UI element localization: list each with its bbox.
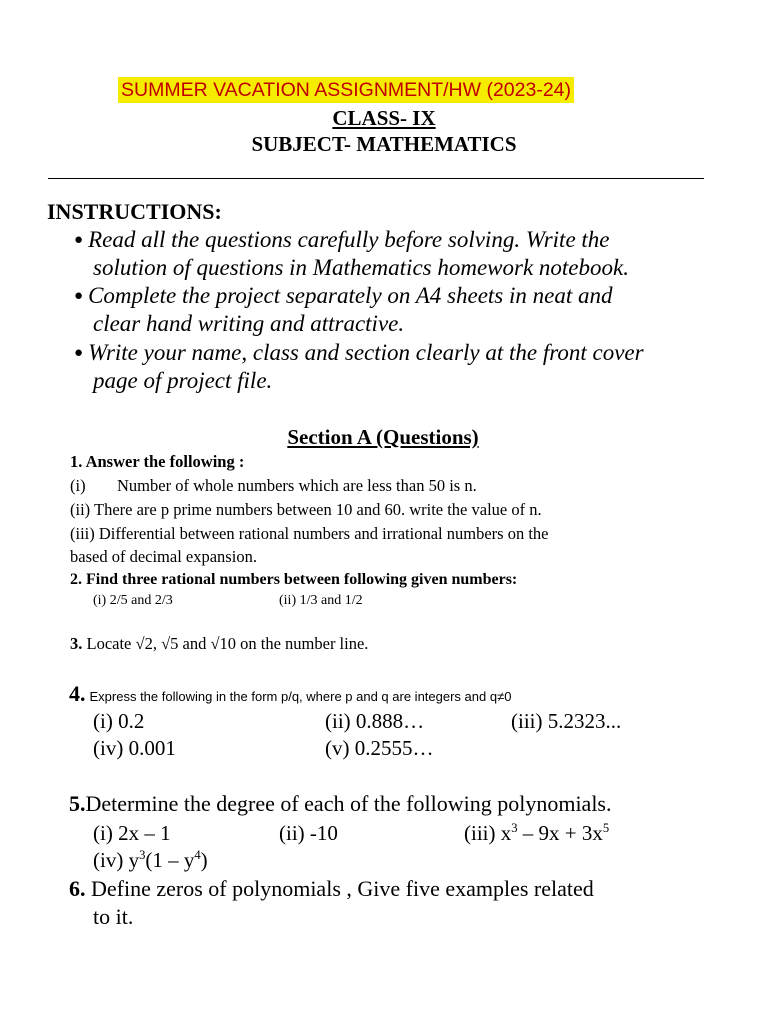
instruction-item-continued: solution of questions in Mathematics homework notebook.	[93, 255, 629, 280]
question-6-text: Define zeros of polynomials , Give five examples related	[85, 876, 594, 901]
question-5-ii: (ii) -10	[279, 821, 338, 845]
subject-label: SUBJECT- MATHEMATICS	[251, 132, 517, 156]
question-3	[70, 634, 368, 654]
instruction-item: ● Write your name, class and section clearly at the front cover	[74, 340, 644, 365]
question-6-continued: to it.	[93, 904, 134, 929]
bullet-icon: ●	[74, 345, 84, 361]
question-5	[69, 791, 612, 817]
instruction-item-continued: page of project file.	[93, 368, 273, 393]
question-2-ii: (ii) 1/3 and 1/2	[279, 593, 363, 608]
question-1-i-number: (i)	[70, 476, 86, 495]
question-5-number: 5.	[69, 791, 86, 816]
bullet-icon: ●	[74, 288, 84, 304]
question-5-text: Determine the degree of each of the following polynomials.	[85, 791, 612, 816]
question-6-number: 6.	[69, 876, 86, 901]
question-2-heading: 2. Find three rational numbers between following given numbers:	[70, 571, 518, 588]
section-heading: Section A (Questions)	[287, 425, 479, 449]
instruction-item-continued: clear hand writing and attractive.	[93, 311, 405, 336]
question-4-text: Express the following in the form p/q, where p and q are integers and q≠0	[89, 689, 512, 704]
question-1-i-text: Number of whole numbers which are less than 50 is n.	[117, 476, 477, 495]
question-5-iv: (iv) $y^3(1 - y^4)$	[93, 848, 208, 872]
question-3-text: Locate √2, √5 and √10 on the number line.	[86, 634, 369, 653]
question-6	[69, 876, 594, 902]
bullet-icon: ●	[74, 232, 84, 248]
question-5-iii: (iii) $x^3 - 9x + 3x^5$	[464, 821, 610, 845]
question-4-number: 4.	[69, 681, 86, 706]
assignment-banner: SUMMER VACATION ASSIGNMENT/HW (2023-24)	[118, 77, 574, 103]
question-4-ii: (ii) 0.888…	[325, 709, 425, 733]
question-4-iv: (iv) 0.001	[93, 736, 176, 760]
question-3-number: 3.	[70, 634, 83, 653]
instructions-heading: INSTRUCTIONS:	[47, 199, 222, 224]
question-4-iii: (iii) 5.2323...	[511, 709, 622, 733]
question-4-v: (v) 0.2555…	[325, 736, 434, 760]
class-label: CLASS- IX	[332, 106, 436, 130]
instruction-item: ● Read all the questions carefully before solving. Write the	[74, 227, 610, 252]
header-divider	[48, 178, 704, 179]
question-1-heading: 1. Answer the following :	[70, 452, 245, 471]
question-1-iii-line2: based of decimal expansion.	[70, 547, 257, 566]
question-1-ii: (ii) There are p prime numbers between 10 and 60. write the value of n.	[70, 500, 542, 519]
question-4-i: (i) 0.2	[93, 709, 145, 733]
question-4	[69, 681, 511, 707]
question-1-iii-line1: (iii) Differential between rational numbers and irrational numbers on the	[70, 524, 549, 543]
instruction-item: ● Complete the project separately on A4 sheets in neat and	[74, 283, 613, 308]
question-2-i: (i) 2/5 and 2/3	[93, 593, 173, 608]
question-5-i: (i) 2x – 1	[93, 821, 171, 845]
